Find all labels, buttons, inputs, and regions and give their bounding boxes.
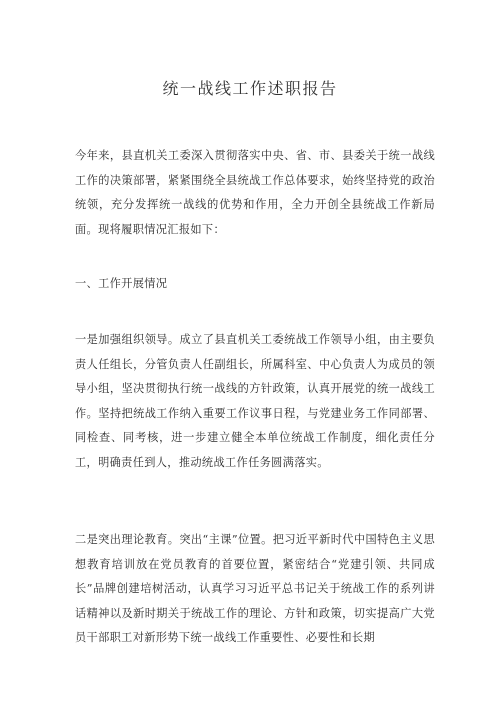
document-title: 统一战线工作述职报告 bbox=[162, 79, 338, 98]
intro-paragraph: 今年来，县直机关工委深入贯彻落实中央、省、市、县委关于统一战线工作的决策部署，紧紧围绕全县统战工作总体要求，始终坚持党的政治统领，充分发挥统一战线的优势和作用，全力开创全县统战工作新局面。现将履职情况汇报如下： bbox=[75, 149, 435, 236]
body-paragraph-theory: 二是突出理论教育。突出“主课”位置。把习近平新时代中国特色主义思想教育培训放在党员教育的首要位置，紧密结合“党建引领、共同成长”品牌创建培树活动，认真学习习近平总书记关于统战工作的系列讲话精神以及新时期关于统战工作的理论、方针和政策，切实提高广大党员干部职工对新形势下统一战线工作重要性、必要性和长期 bbox=[75, 533, 435, 645]
body-paragraph-organization: 一是加强组织领导。成立了县直机关工委统战工作领导小组，由主要负责人任组长，分管负责人任副组长，所属科室、中心负责人为成员的领导小组，坚决贯彻执行统一战线的方针政策，认真开展党的统一战线工作。坚持把统战工作纳入重要工作议事日程，与党建业务工作同部署、同检查、同考核，进一步建立健全本单位统战工作制度，细化责任分工，明确责任到人，推动统战工作任务圆满落实。 bbox=[75, 333, 435, 469]
section-heading: 一、工作开展情况 bbox=[75, 277, 168, 290]
